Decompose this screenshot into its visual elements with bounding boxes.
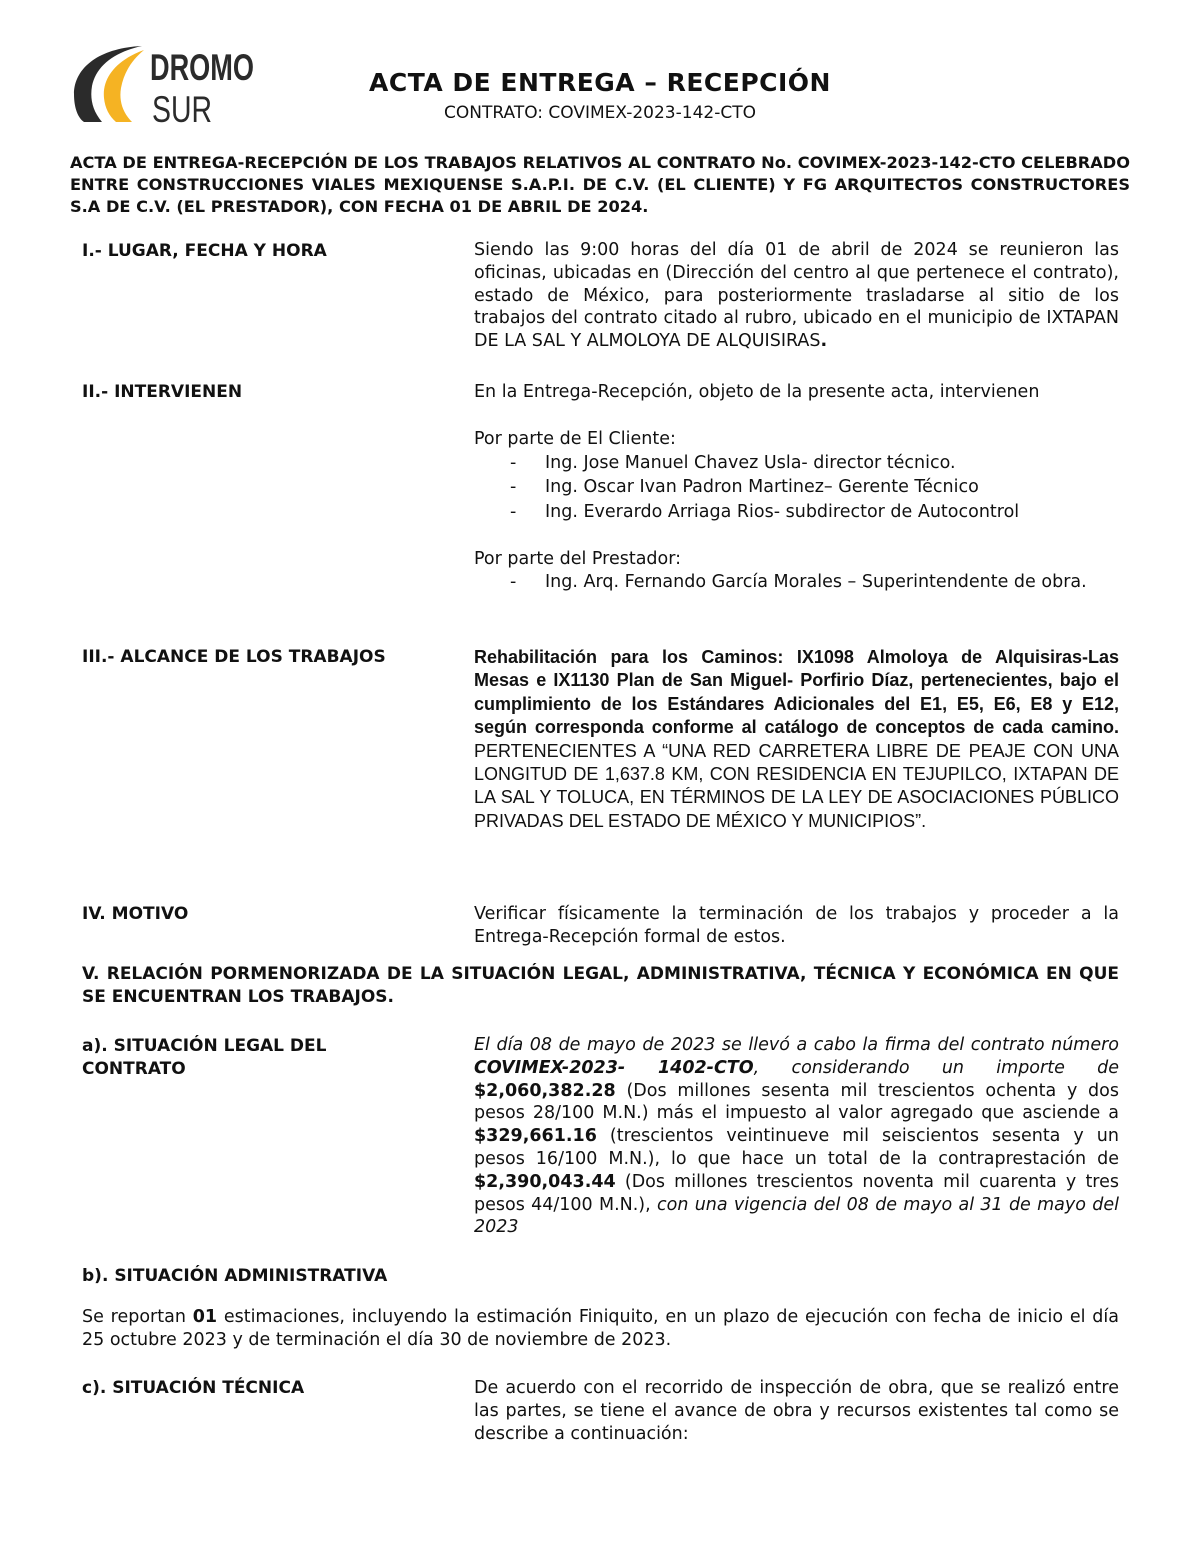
section-2-text: En la Entrega-Recepción, objeto de la presente acta, intervienen xyxy=(474,382,1040,402)
logo-word-sur: SUR xyxy=(152,89,212,130)
contract-subtitle: CONTRATO: COVIMEX-2023-142-CTO xyxy=(444,103,756,123)
amount-subtotal: $2,060,382.28 xyxy=(474,1080,616,1101)
section-a-part: (trescientos veintinueve mil seiscientos sesenta y un pesos 16/100 M.N.), lo que hace un total de la contraprestación de xyxy=(474,1126,1119,1169)
logo-word-dromo: DROMO xyxy=(150,47,254,88)
list-item: - Ing. Oscar Ivan Padron Martinez– Gerente Técnico xyxy=(474,475,1119,500)
section-a-part: (Dos millones trescientos noventa mil cuarenta y tres pesos 44/100 M.N.), xyxy=(474,1171,1119,1215)
section-a-part: con una vigencia del 08 de mayo al 31 de mayo del 2023 xyxy=(474,1194,1119,1238)
company-logo xyxy=(72,40,257,130)
section-4-text: Verificar físicamente la terminación de los trabajos y proceder a la Entrega-Recepción formal de estos. xyxy=(474,904,1119,947)
list-item: - Ing. Jose Manuel Chavez Usla- director técnico. xyxy=(474,451,1119,476)
list-item: - Ing. Arq. Fernando García Morales – Superintendente de obra. xyxy=(474,571,1119,594)
section-b-part: estimaciones, incluyendo la estimación Finiquito, en un plazo de ejecución con fecha de inicio el día 25 octubre 2023 y de terminación el día 30 de noviembre de 2023. xyxy=(82,1307,1119,1350)
section-a-label: a). SITUACIÓN LEGAL DEL CONTRATO xyxy=(82,1036,327,1079)
logo-graphic xyxy=(72,40,257,130)
section-1-label: I.- LUGAR, FECHA Y HORA xyxy=(82,241,327,261)
list-item: - Ing. Everardo Arriaga Rios- subdirector de Autocontrol xyxy=(474,500,1119,525)
provider-heading: Por parte del Prestador: xyxy=(474,549,682,570)
section-a-text xyxy=(474,1034,1119,1239)
section-a-part: (Dos millones sesenta mil trescientos ochenta y dos pesos 28/100 M.N.) más el impuesto al valor agregado que asciende a xyxy=(474,1080,1119,1124)
client-list xyxy=(474,451,1119,525)
section-5-heading: V. RELACIÓN PORMENORIZADA DE LA SITUACIÓN LEGAL, ADMINISTRATIVA, TÉCNICA Y ECONÓMICA EN QUE SE ENCUENTRAN LOS TRABAJOS. xyxy=(82,964,1119,1007)
section-1-body: Siendo las 9:00 horas del día 01 de abril de 2024 se reunieron las oficinas, ubicadas en (Dirección del centro al que pertenece el contrato), estado de México, para posteriormente trasladarse al sitio de los trabajos del contrato citado al rubro, ubicado en el municipio de IXTAPAN DE LA SAL Y ALMOLOYA DE ALQUISIRAS xyxy=(474,240,1119,352)
section-3-bold: Rehabilitación para los Caminos: IX1098 Almoloya de Alquisiras-Las Mesas e IX1130 Plan de San Miguel- Porfirio Díaz, pertenecientes, bajo el cumplimiento de los Estándares Adicionales del E1, E5, E6, E8 y E12, según corresponda conforme al catálogo de conceptos de cada camino. xyxy=(474,647,1119,738)
section-4-label: IV. MOTIVO xyxy=(82,904,189,924)
section-3-normal: PERTENECIENTES A “UNA RED CARRETERA LIBRE DE PEAJE CON UNA LONGITUD DE 1,637.8 KM, CON RESIDENCIA EN TEJUPILCO, IXTAPAN DE LA SAL Y TOLUCA, EN TÉRMINOS DE LA LEY DE ASOCIACIONES PÚBLICO PRIVADAS DEL ESTADO DE MÉXICO Y MUNICIPIOS”. xyxy=(474,740,1119,831)
provider-list xyxy=(474,571,1119,594)
section-3-text xyxy=(474,646,1119,833)
section-c-text: De acuerdo con el recorrido de inspección de obra, que se realizó entre las partes, se tiene el avance de obra y recursos existentes tal como se describe a continuación: xyxy=(474,1378,1119,1444)
client-heading: Por parte de El Cliente: xyxy=(474,428,676,449)
document-title: ACTA DE ENTREGA – RECEPCIÓN xyxy=(369,68,831,97)
section-a-part: El día 08 de mayo de 2023 se llevó a cabo la firma del contrato número xyxy=(474,1035,1119,1055)
section-2-content xyxy=(474,381,1119,594)
section-3-label: III.- ALCANCE DE LOS TRABAJOS xyxy=(82,647,386,667)
section-1-end: . xyxy=(820,331,828,352)
amount-tax: $329,661.16 xyxy=(474,1126,597,1147)
intro-paragraph: ACTA DE ENTREGA-RECEPCIÓN DE LOS TRABAJOS RELATIVOS AL CONTRATO No. COVIMEX-2023-142-CTO CELEBRADO ENTRE CONSTRUCCIONES VIALES MEXIQUENSE S.A.P.I. DE C.V. (EL CLIENTE) Y FG ARQUITECTOS CONSTRUCTORES S.A DE C.V. (EL PRESTADOR), CON FECHA 01 DE ABRIL DE 2024. xyxy=(70,153,1130,216)
section-b-label: b). SITUACIÓN ADMINISTRATIVA xyxy=(82,1266,388,1286)
section-b-part: Se reportan xyxy=(82,1307,193,1327)
section-b-text xyxy=(82,1306,1119,1352)
contract-number: COVIMEX-2023- 1402-CTO xyxy=(474,1057,754,1078)
section-c-label: c). SITUACIÓN TÉCNICA xyxy=(82,1378,305,1398)
amount-total: $2,390,043.44 xyxy=(474,1171,616,1192)
section-a-part: , considerando un importe de xyxy=(753,1057,1119,1078)
estimation-count: 01 xyxy=(192,1307,218,1327)
section-1-text xyxy=(474,239,1119,353)
section-2-label: II.- INTERVIENEN xyxy=(82,382,243,402)
